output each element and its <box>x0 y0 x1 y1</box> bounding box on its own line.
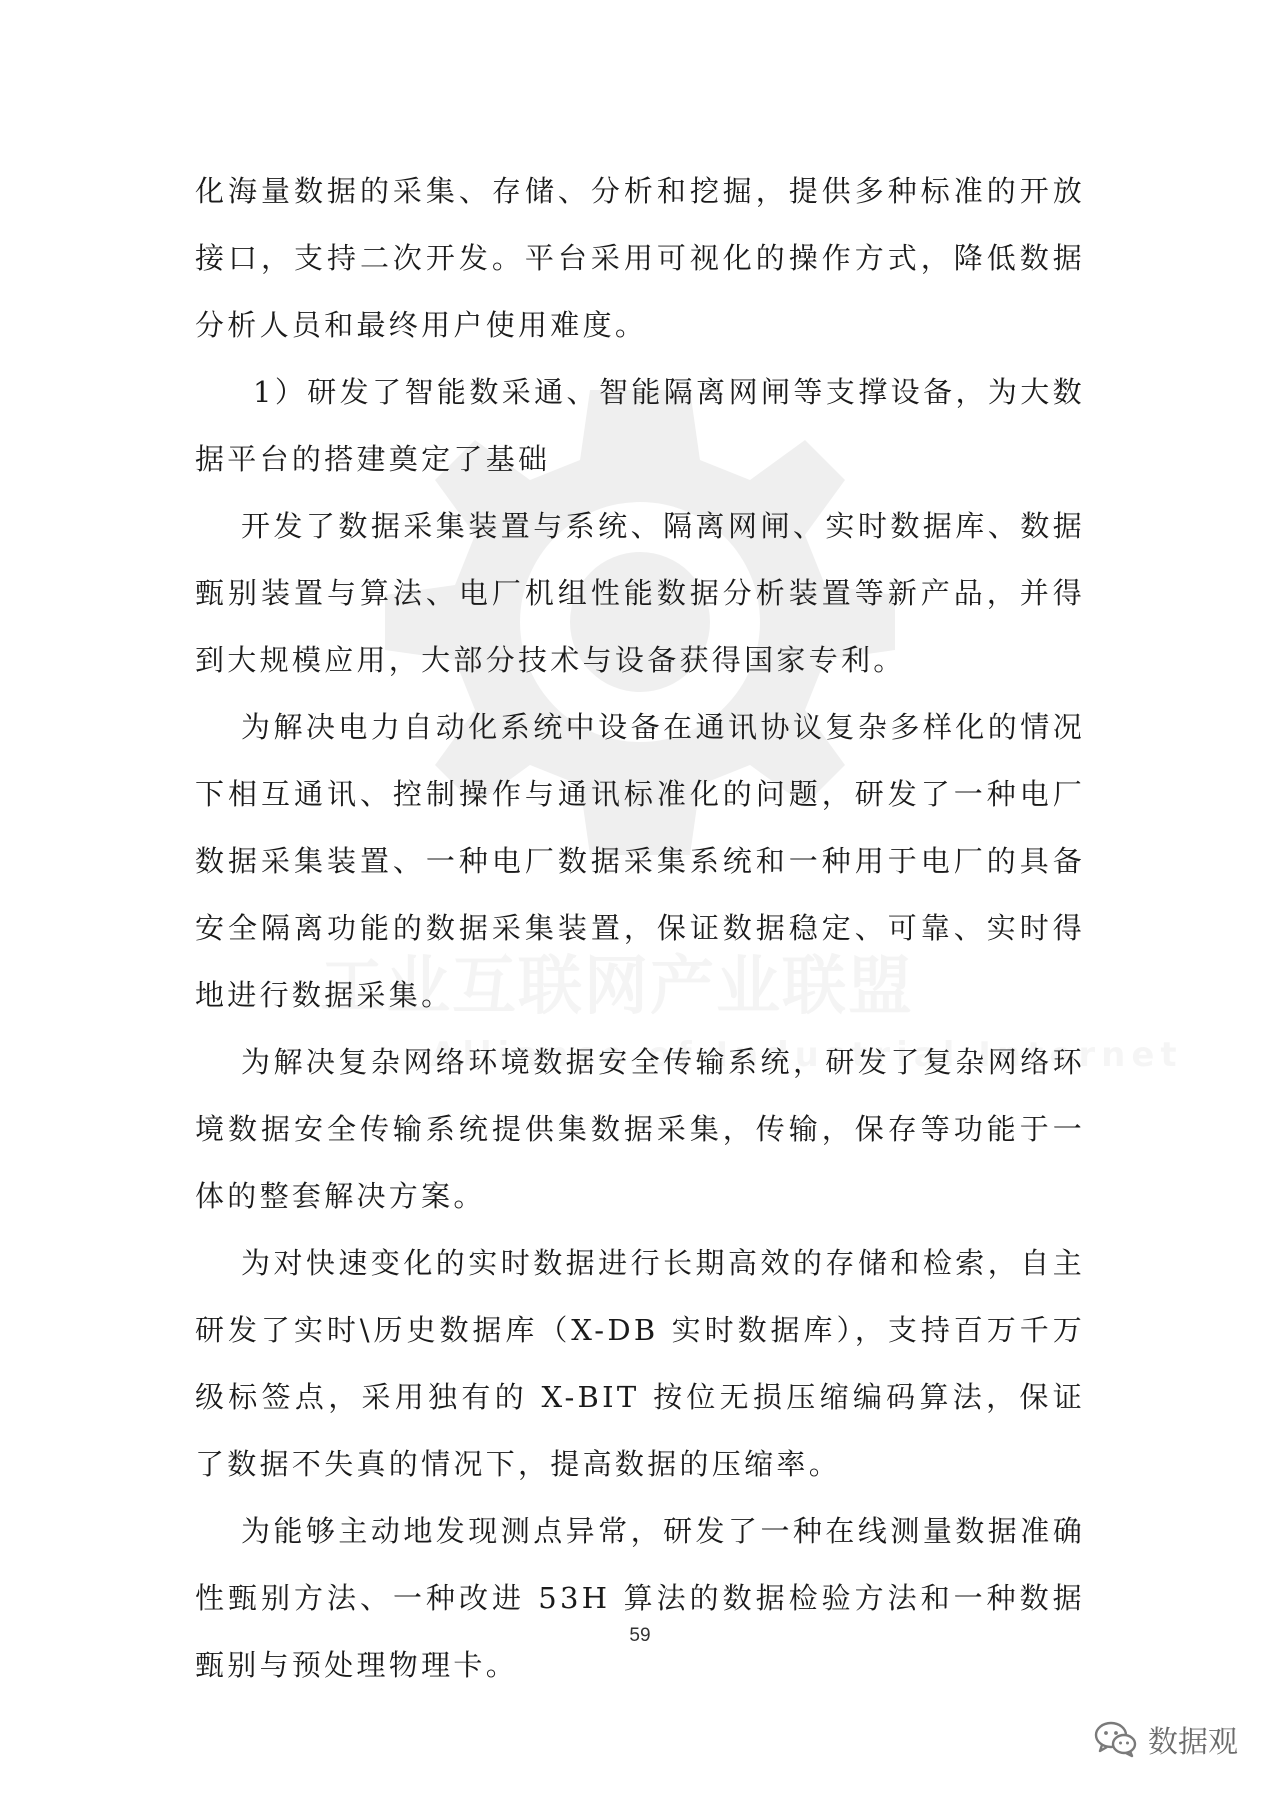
paragraph-5: 为对快速变化的实时数据进行长期高效的存储和检索，自主研发了实时\历史数据库（X-DB 实时数据库），支持百万千万级标签点，采用独有的 X-BIT 按位无损压缩编码算法，保证了数据不失真的情况下，提高数据的压缩率。 <box>195 1246 1085 1481</box>
paragraph-2: 开发了数据采集装置与系统、隔离网闸、实时数据库、数据甄别装置与算法、电厂机组性能数据分析装置等新产品，并得到大规模应用，大部分技术与设备获得国家专利。 <box>195 509 1085 677</box>
paragraph-3: 为解决电力自动化系统中设备在通讯协议复杂多样化的情况下相互通讯、控制操作与通讯标准化的问题，研发了一种电厂数据采集装置、一种电厂数据采集系统和一种用于电厂的具备安全隔离功能的数据采集装置，保证数据稳定、可靠、实时得地进行数据采集。 <box>195 710 1085 1012</box>
wechat-icon <box>1094 1720 1138 1758</box>
section-heading: 1）研发了智能数采通、智能隔离网闸等支撑设备，为大数据平台的搭建奠定了基础 <box>195 375 1085 476</box>
paragraph-4: 为解决复杂网络环境数据安全传输系统，研发了复杂网络环境数据安全传输系统提供集数据采集，传输，保存等功能于一体的整套解决方案。 <box>195 1045 1085 1213</box>
paragraph-6: 为能够主动地发现测点异常，研发了一种在线测量数据准确性甄别方法、一种改进 53H 算法的数据检验方法和一种数据甄别与预处理物理卡。 <box>195 1514 1085 1682</box>
body-text <box>195 158 1085 1699</box>
page-number: 59 <box>629 1625 651 1646</box>
source-badge <box>1094 1717 1238 1761</box>
source-badge-label: 数据观 <box>1148 1725 1238 1760</box>
paragraph-1: 化海量数据的采集、存储、分析和挖掘，提供多种标准的开放接口，支持二次开发。平台采用可视化的操作方式，降低数据分析人员和最终用户使用难度。 <box>195 174 1085 342</box>
